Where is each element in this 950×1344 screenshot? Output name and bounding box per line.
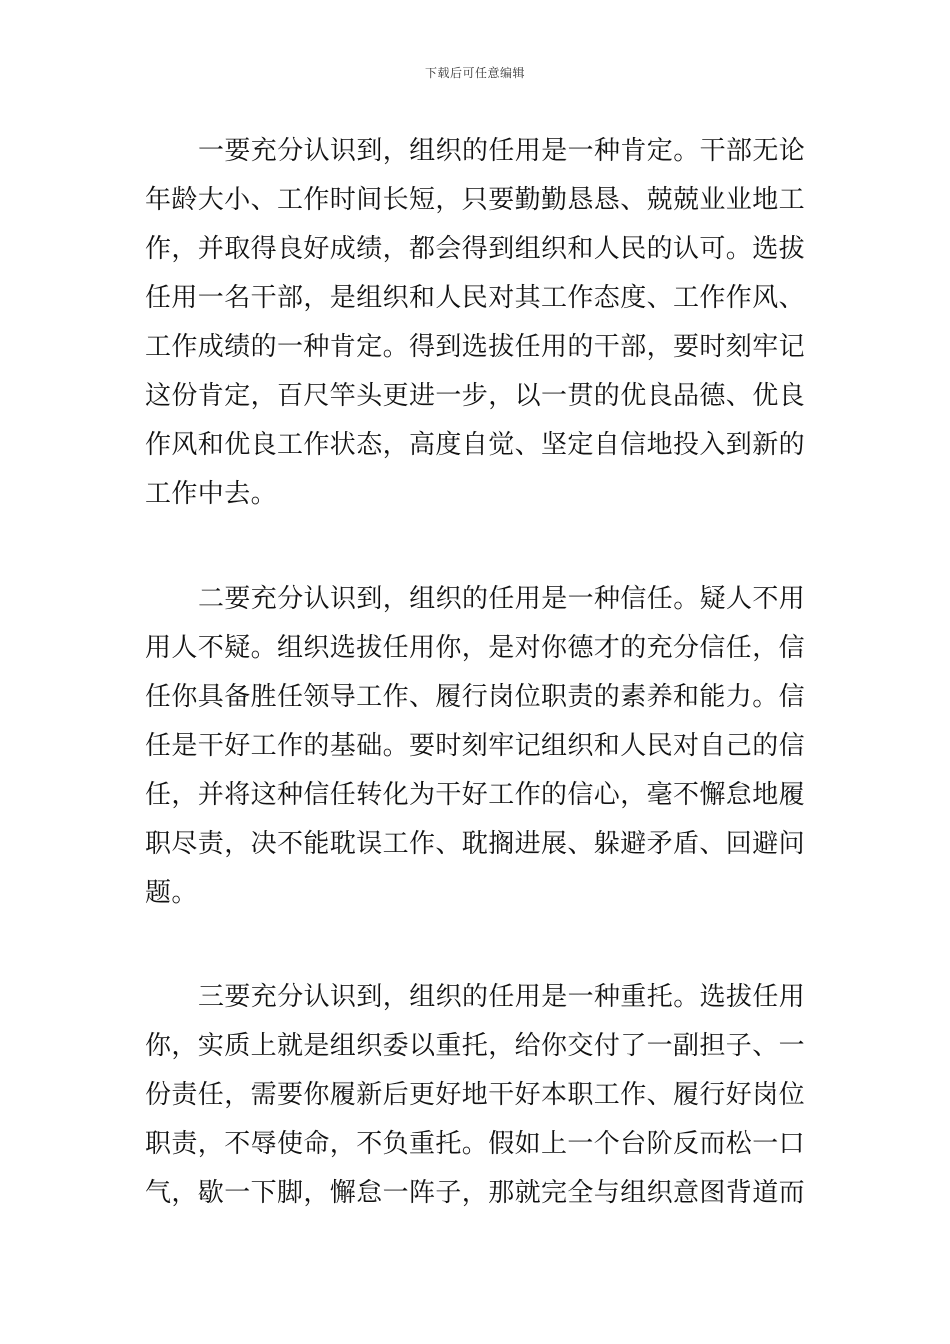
paragraph-line: 份责任，需要你履新后更好地干好本职工作、履行好岗位 (145, 1080, 806, 1110)
paragraph-line: 任你具备胜任领导工作、履行岗位职责的素养和能力。信 (145, 682, 806, 712)
paragraph-line: 题。 (145, 878, 198, 908)
paragraph-line: 职尽责，决不能耽误工作、耽搁进展、躲避矛盾、回避问 (145, 829, 806, 859)
paragraph-line: 这份肯定，百尺竿头更进一步，以一贯的优良品德、优良 (145, 381, 806, 411)
paragraph-line: 工作成绩的一种肯定。得到选拔任用的干部，要时刻牢记 (145, 332, 806, 362)
paragraph-line: 三要充分认识到，组织的任用是一种重托。选拔任用 (198, 982, 806, 1012)
paragraph-line: 任用一名干部，是组织和人民对其工作态度、工作作风、 (145, 283, 806, 313)
paragraph-line: 作，并取得良好成绩，都会得到组织和人民的认可。选拔 (145, 234, 806, 264)
paragraph-line: 工作中去。 (145, 479, 278, 509)
paragraph-line: 你，实质上就是组织委以重托，给你交付了一副担子、一 (145, 1031, 806, 1061)
paragraph-line: 用人不疑。组织选拔任用你，是对你德才的充分信任，信 (145, 633, 806, 663)
paragraph-line: 年龄大小、工作时间长短，只要勤勤恳恳、兢兢业业地工 (145, 185, 806, 215)
paragraph-line: 任是干好工作的基础。要时刻牢记组织和人民对自己的信 (145, 731, 806, 761)
header-note: 下载后可任意编辑 (424, 66, 525, 80)
paragraph-line: 任，并将这种信任转化为干好工作的信心，毫不懈怠地履 (145, 780, 806, 810)
paragraph-line: 气，歇一下脚，懈怠一阵子，那就完全与组织意图背道而 (145, 1178, 806, 1208)
paragraph-line: 二要充分认识到，组织的任用是一种信任。疑人不用 (198, 584, 806, 614)
paragraph-line: 一要充分认识到，组织的任用是一种肯定。干部无论 (198, 136, 806, 166)
paragraph-entrustment (145, 973, 809, 1218)
paragraph-affirmation (145, 127, 809, 519)
paragraph-line: 职责，不辱使命，不负重托。假如上一个台阶反而松一口 (145, 1129, 806, 1159)
paragraph-line: 作风和优良工作状态，高度自觉、坚定自信地投入到新的 (145, 430, 806, 460)
paragraph-trust (145, 575, 809, 918)
